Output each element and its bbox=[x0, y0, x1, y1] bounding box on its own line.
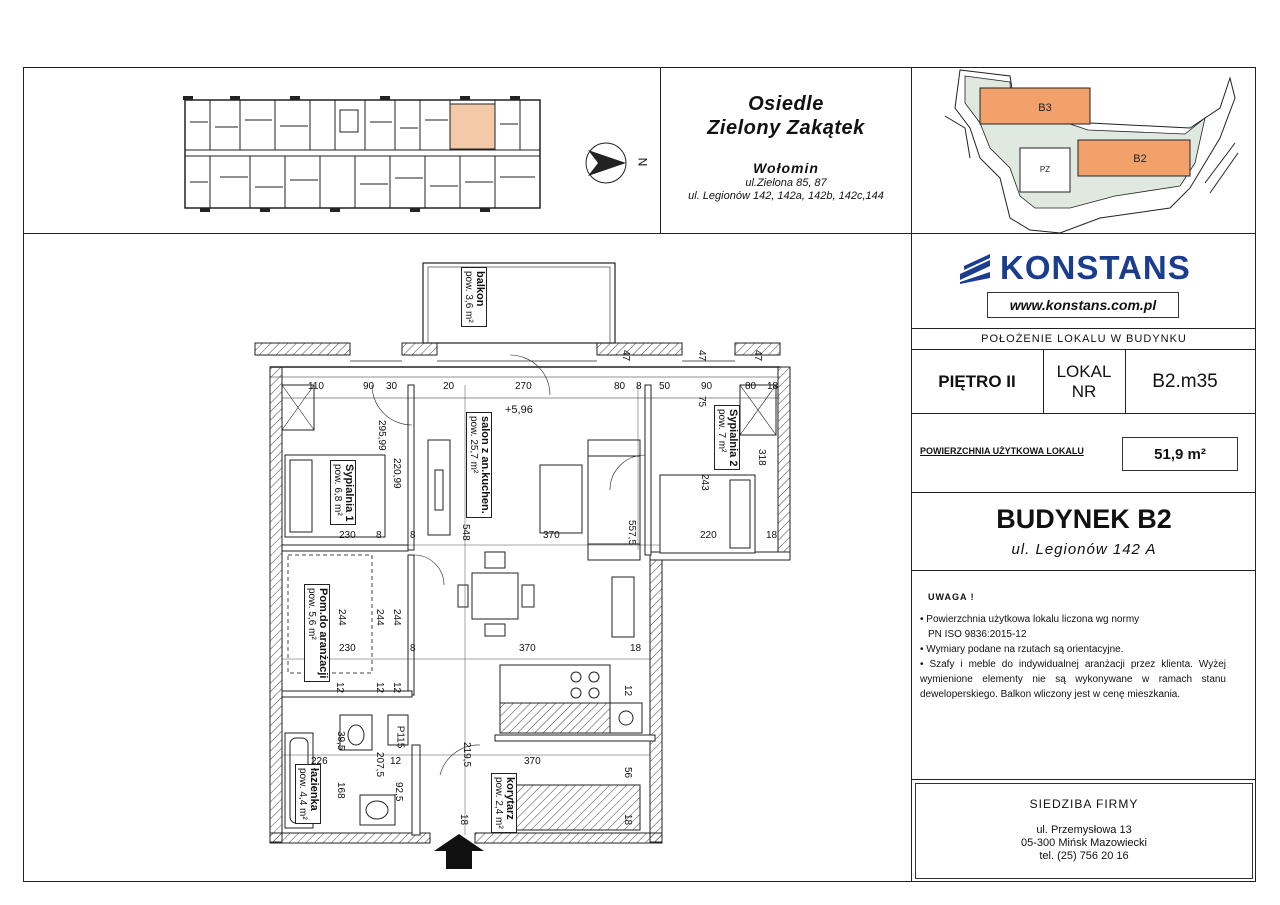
notes-list bbox=[920, 612, 1226, 702]
site-building-b2-label: B2 bbox=[1133, 153, 1147, 165]
unit-divider-2 bbox=[911, 349, 1256, 350]
dim-vertical: 557,5 bbox=[626, 520, 637, 546]
usable-area-value: 51,9 m² bbox=[1122, 437, 1238, 471]
dim-top: 110 bbox=[308, 381, 324, 392]
room-wardrobe-area: pow. 5,6 m² bbox=[306, 588, 317, 640]
dim-top: 30 bbox=[386, 381, 398, 392]
dim: 8 bbox=[376, 530, 382, 541]
room-bedroom2-area: pow. 7 m² bbox=[716, 409, 727, 453]
room-hallway bbox=[491, 773, 517, 833]
dim-top: 80 bbox=[614, 381, 626, 392]
dim-vertical: 47 bbox=[696, 350, 707, 362]
dim-top: 50 bbox=[659, 381, 671, 392]
dim-vertical: 207,5 bbox=[374, 752, 385, 778]
dim-vertical: 243 bbox=[699, 474, 710, 491]
dim-vertical: 12 bbox=[374, 682, 385, 694]
estate-name-line2: Zielony Zakątek bbox=[707, 117, 865, 139]
estate-city: Wołomin bbox=[753, 160, 819, 176]
hq-street: ul. Przemysłowa 13 bbox=[1036, 824, 1132, 836]
site-building-b3-label: B3 bbox=[1038, 102, 1052, 114]
dim-top: 8 bbox=[636, 381, 642, 392]
floor-plan bbox=[240, 255, 800, 880]
dim-vertical: 12 bbox=[622, 685, 633, 697]
note-item: • Szafy i meble do indywidualnej aranżacji przez klienta. Wyżej wymienione elementy nie są wykonywane w ramach stanu deweloperskiego. Balkon wliczony jest w cenę mieszkania. bbox=[920, 659, 1226, 700]
dim-vertical: 56 bbox=[622, 767, 633, 779]
dim-vertical: 47 bbox=[620, 350, 631, 362]
unit-number: B2.m35 bbox=[1152, 371, 1218, 392]
dim-vertical: 318 bbox=[756, 449, 767, 466]
dim-vertical: 244 bbox=[374, 609, 385, 626]
pipe-label bbox=[388, 725, 411, 749]
room-bathroom-name: łazienka bbox=[308, 768, 320, 811]
floor-label: PIĘTRO II bbox=[938, 372, 1016, 391]
dim-vertical: 244 bbox=[336, 609, 347, 626]
estate-address bbox=[660, 177, 912, 203]
dim-vertical: 295,99 bbox=[376, 420, 387, 451]
dim-vertical: 12 bbox=[334, 682, 345, 694]
dim-vertical: 168 bbox=[335, 782, 346, 799]
unit-divider-3 bbox=[911, 413, 1256, 414]
room-living-area: pow. 25,7 m² bbox=[468, 416, 479, 474]
room-wardrobe-name: Pom.do aranżacji bbox=[317, 588, 329, 679]
dim-top: 80 bbox=[745, 381, 757, 392]
note-item: • Powierzchnia użytkowa lokalu liczona wg normy bbox=[920, 614, 1140, 625]
note-item: PN ISO 9836:2015-12 bbox=[928, 629, 1027, 640]
note-item: • Wymiary podane na rzutach są orientacyjne. bbox=[920, 644, 1124, 655]
headquarters-title: SIEDZIBA FIRMY bbox=[1029, 797, 1139, 811]
dim: 220 bbox=[700, 530, 717, 541]
site-map bbox=[940, 68, 1240, 233]
header-divider bbox=[23, 233, 1256, 234]
unit-label bbox=[1044, 352, 1124, 412]
unit-section-heading: POŁOŻENIE LOKALU W BUDYNKU bbox=[981, 333, 1187, 345]
compass-north-label: N bbox=[635, 157, 650, 167]
unit-label-line1: LOKAL bbox=[1056, 362, 1112, 381]
unit-divider-4 bbox=[911, 492, 1256, 493]
hq-city: 05-300 Mińsk Mazowiecki bbox=[1021, 837, 1147, 849]
room-bathroom bbox=[295, 764, 321, 824]
pipe-label-text: P115 bbox=[394, 725, 406, 749]
level-mark: +5,96 bbox=[505, 404, 533, 416]
dim: 230 bbox=[339, 643, 356, 654]
estate-address-line1: ul.Zielona 85, 87 bbox=[745, 177, 827, 189]
compass-icon bbox=[584, 138, 634, 188]
room-bedroom1 bbox=[330, 460, 356, 525]
building-name: BUDYNEK B2 bbox=[996, 504, 1172, 534]
dim-vertical: 92,5 bbox=[393, 782, 404, 802]
konstans-logo-icon bbox=[960, 252, 992, 284]
dim-top: 90 bbox=[701, 381, 713, 392]
room-balcony bbox=[461, 267, 487, 327]
dim-top: 90 bbox=[363, 381, 375, 392]
unit-divider-top bbox=[911, 328, 1256, 329]
dim-vertical: 18 bbox=[458, 814, 469, 826]
room-balcony-name: balkon bbox=[474, 271, 486, 307]
estate-name bbox=[660, 92, 912, 140]
dim-top: 270 bbox=[515, 381, 532, 392]
building-street: ul. Legionów 142 A bbox=[1011, 541, 1157, 558]
dim-vertical: 220,99 bbox=[391, 458, 402, 489]
dim-top: 18 bbox=[767, 381, 779, 392]
room-balcony-area: pow. 3,6 m² bbox=[463, 271, 474, 323]
dim: 370 bbox=[519, 643, 536, 654]
room-hallway-name: korytarz bbox=[504, 777, 516, 820]
company-website: www.konstans.com.pl bbox=[987, 292, 1179, 318]
dim: 226 bbox=[311, 756, 328, 767]
dim-vertical: 244 bbox=[391, 609, 402, 626]
notes-heading: UWAGA ! bbox=[928, 592, 975, 602]
dim: 18 bbox=[766, 530, 778, 541]
room-living bbox=[466, 412, 492, 518]
room-bedroom2-name: Sypialnia 2 bbox=[727, 409, 739, 467]
hq-phone: tel. (25) 756 20 16 bbox=[1039, 850, 1129, 862]
dim: 230 bbox=[339, 530, 356, 541]
usable-area-label: POWIERZCHNIA UŻYTKOWA LOKALU bbox=[920, 446, 1084, 456]
company-logo bbox=[960, 249, 1191, 287]
unit-label-line2: NR bbox=[1071, 382, 1097, 401]
dim: 370 bbox=[524, 756, 541, 767]
unit-divider-6 bbox=[911, 779, 1256, 780]
building-key-plan bbox=[180, 92, 550, 216]
headquarters-address bbox=[915, 824, 1253, 863]
room-bedroom1-name: Sypialnia 1 bbox=[343, 464, 355, 522]
dim-vertical: 548 bbox=[460, 524, 471, 541]
company-logo-text: KONSTANS bbox=[1000, 249, 1191, 286]
room-living-name: salon z an.kuchen. bbox=[479, 416, 491, 514]
dim-top: 20 bbox=[443, 381, 455, 392]
dim: 8 bbox=[410, 643, 416, 654]
dim-vertical: 18 bbox=[622, 814, 633, 826]
room-hallway-area: pow. 2,4 m² bbox=[493, 777, 504, 829]
dim-vertical: 219,5 bbox=[461, 742, 472, 768]
estate-address-line2: ul. Legionów 142, 142a, 142b, 142c,144 bbox=[688, 190, 884, 202]
dim-vertical: 75 bbox=[696, 396, 707, 408]
room-bathroom-area: pow. 4,4 m² bbox=[297, 768, 308, 820]
dim: 8 bbox=[410, 530, 416, 541]
unit-divider-5 bbox=[911, 570, 1256, 571]
room-wardrobe bbox=[304, 584, 330, 682]
room-bedroom2 bbox=[714, 405, 740, 470]
room-bedroom1-area: pow. 6,8 m² bbox=[332, 464, 343, 516]
dim: 370 bbox=[543, 530, 560, 541]
dim-vertical: 12 bbox=[391, 682, 402, 694]
dim-vertical: 39,5 bbox=[335, 731, 346, 751]
dim: 18 bbox=[630, 643, 642, 654]
dim: 12 bbox=[390, 756, 402, 767]
estate-name-line1: Osiedle bbox=[748, 93, 824, 115]
site-parking-label: PZ bbox=[1039, 165, 1051, 174]
dim-vertical: 47 bbox=[752, 350, 763, 362]
